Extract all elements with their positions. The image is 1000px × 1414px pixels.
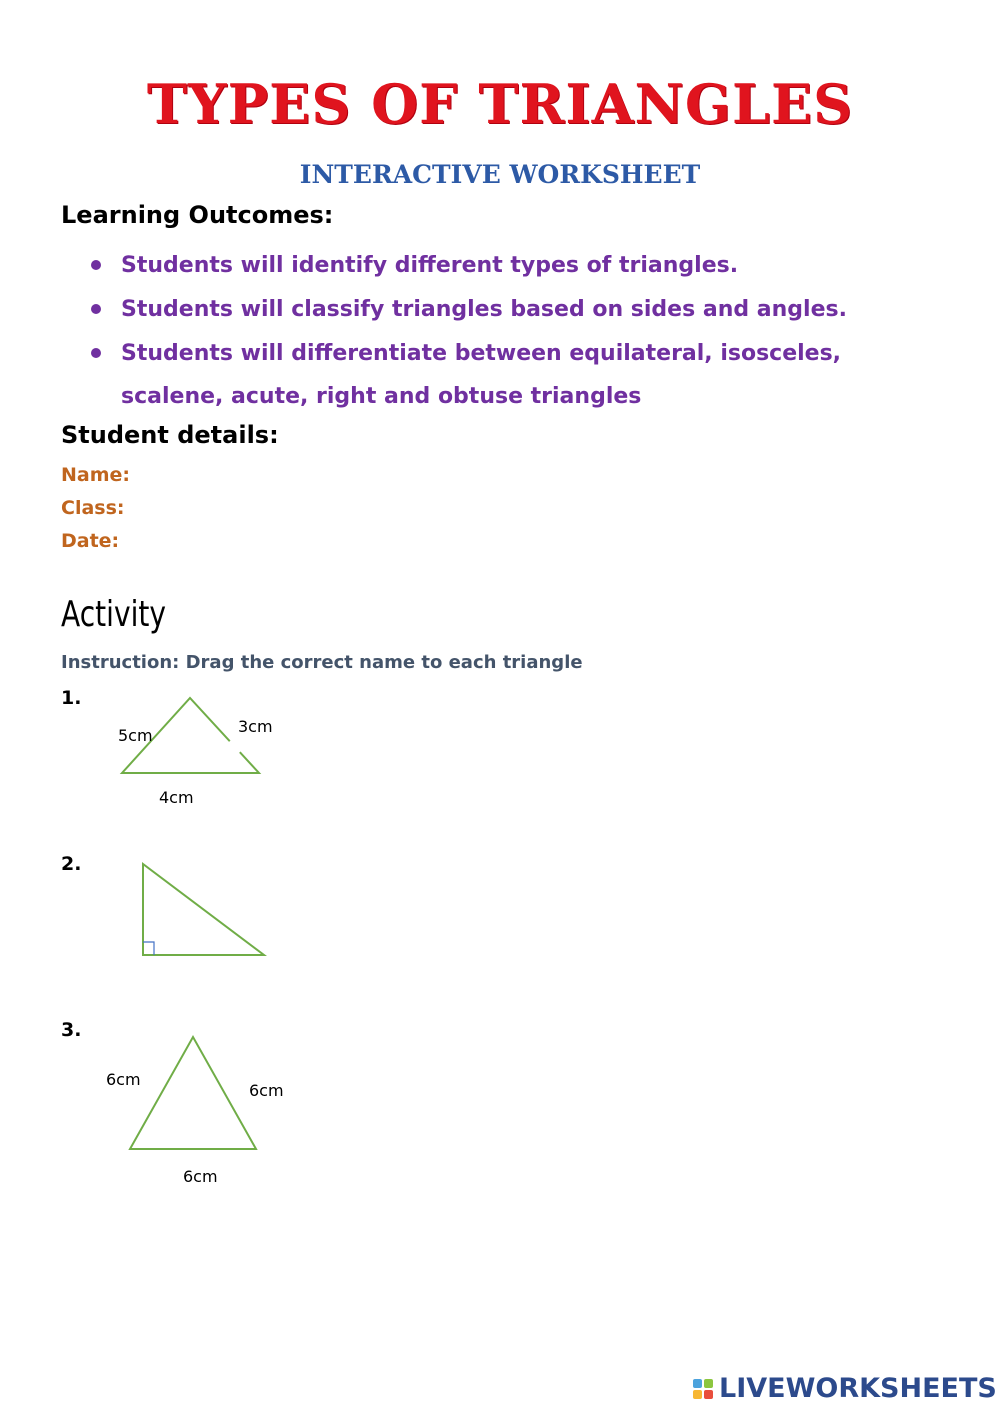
triangle-3-equilateral: [130, 1037, 256, 1149]
liveworksheets-logo-icon: [693, 1379, 713, 1399]
question-number: 1.: [61, 687, 82, 709]
liveworksheets-logo[interactable]: [693, 1373, 997, 1404]
activity-heading: Activity: [61, 594, 167, 635]
right-angle-marker: [143, 942, 154, 955]
date-label: Date:: [61, 530, 120, 552]
worksheet-subtitle: INTERACTIVE WORKSHEET: [299, 160, 701, 189]
side-label: 4cm: [159, 788, 194, 807]
name-label: Name:: [61, 464, 131, 486]
question-number: 3.: [61, 1019, 82, 1041]
question-number: 2.: [61, 853, 82, 875]
brand-name: LIVEWORKSHEETS: [719, 1373, 997, 1404]
triangle-1-gap: [230, 741, 240, 752]
side-label: 6cm: [249, 1081, 284, 1100]
side-label: 6cm: [106, 1070, 141, 1089]
student-details-heading: Student details:: [61, 421, 279, 449]
outcome-text: Students will classify triangles based on sides and angles.: [121, 297, 847, 322]
outcome-text: Students will identify different types of triangles.: [121, 253, 739, 278]
triangle-2-right: [143, 864, 264, 955]
activity-instruction: Instruction: Drag the correct name to each triangle: [61, 652, 583, 673]
worksheet-title: TYPES OF TRIANGLES: [146, 72, 854, 136]
side-label: 5cm: [118, 726, 153, 745]
side-label: 3cm: [238, 717, 273, 736]
learning-outcomes-heading: Learning Outcomes:: [61, 201, 334, 229]
outcome-text: Students will differentiate between equilateral, isosceles, scalene, acute, right and obtuse triangles: [121, 341, 842, 409]
class-label: Class:: [61, 497, 125, 519]
side-label: 6cm: [183, 1167, 218, 1186]
